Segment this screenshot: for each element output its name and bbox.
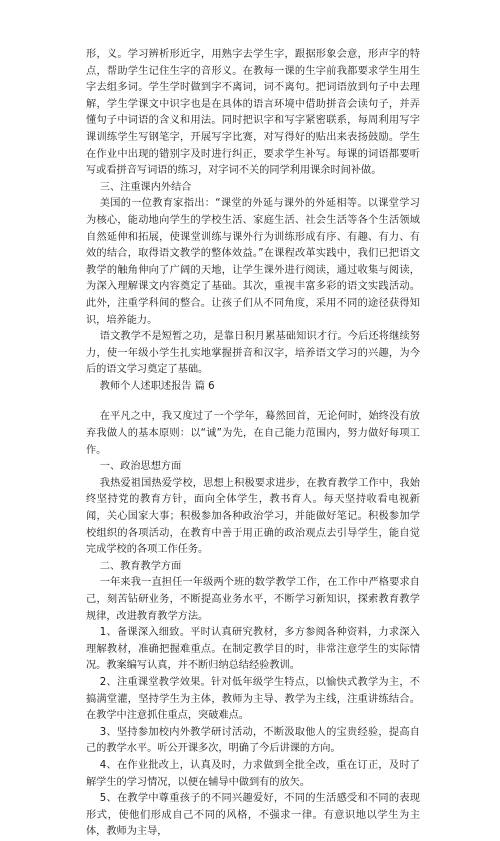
list-item-student-interests: 5、在教学中尊重孩子的不同兴趣爱好，不同的生活感受和不同的表现形式，使他们形成自己不同的风格，不强求一律。有意识地以学生为主体，教师为主导， (86, 793, 420, 838)
paragraph-politics: 我热爱祖国热爱学校，思想上积极要求进步，在教育教学工作中，我始终坚持党的教育方针，面向全体学生，教书育人。每天坚持收看电视新闻，关心国家大事；积极参加各种政治学习，并能做好笔记。积极参加学校组织的各项活动，在教育中善于用正确的政治观点去引导学生，能自觉完成学校的各项工作任务。 (86, 477, 420, 556)
list-item-classroom-effect: 2、注重课堂教学效果。针对低年级学生特点，以愉快式教学为主，不搞满堂灌，坚持学生为主体，教师为主导、教学为主线，注重讲练结合。在教学中注意抓住重点，突破难点。 (86, 676, 420, 722)
paragraph-conclusion: 语文教学不是短暂之功，是靠日积月累基础知识才行。今后还将继续努力，使一年级小学生扎实地掌握拼音和汉字，培养语文学习的兴趣，为今后的语文学习奠定了基础。 (86, 331, 420, 376)
section-heading-teaching: 二、教育教学方面 (99, 560, 182, 572)
report-title: 教师个人述职述报告 篇 6 (99, 380, 215, 392)
section-heading-politics: 一、政治思想方面 (99, 461, 182, 473)
paragraph-educator-quote: 美国的一位教育家指出：“课堂的外延与课外的外延相等。以课堂学习为核心，能动地向学生的学校生活、家庭生活、社会生活等各个生活领域自然延伸和拓展，使课堂训练与课外行为训练形成有序、有趣、有力、有效的结合，取得语文教学的整体效益。”在课程改革实践中，我们已把语文教学的触角伸向了广阔的天地，让学生课外进行阅读，通过收集与阅读，为深入理解课文内容奠定了基础。其次，重视丰富多彩的语文实践活动。此外，注重学科间的整合。让孩子们从不同角度，采用不同的途径获得知识，培养能力。 (86, 198, 420, 326)
paragraph-intro: 在平凡之中，我又度过了一个学年，蓦然回首，无论何时，始终没有放弃我做人的基本原则：以“诚”为先，在自己能力范围内，努力做好每项工作。 (86, 411, 420, 456)
list-item-homework-grading: 4、在作业批改上，认真及时，力求做到全批全改，重在订正，及时了解学生的学习情况，以便在辅导中做到有的放矢。 (86, 759, 420, 788)
paragraph-teaching: 一年来我一直担任一年级两个班的数学教学工作，在工作中严格要求自己，刻苦钻研业务，不断提高业务水平，不断学习新知识，探索教育教学规律，改进教育教学方法。 (86, 577, 420, 622)
list-item-research-activities: 3、坚持参加校内外教学研讨活动，不断汲取他人的宝贵经验，提高自己的教学水平。听公开课多次，明确了今后讲课的方向。 (86, 726, 420, 755)
document-body (86, 47, 420, 841)
section-heading-course-integration: 三、注重课内外结合 (99, 181, 192, 193)
paragraph-spacer (86, 395, 420, 409)
paragraph-continuation: 形，义。学习辨析形近字，用熟字去学生字，跟据形象会意，形声字的特点，帮助学生记住生字的音形义。在教每一课的生字前我都要求学生用生字去组多词。学生学时做到字不离词，词不离句。把词语放到句子中去理解，学生学课文中识字也是在具体的语言环境中借助拼音会读句子，并弄懂句子中词语的含义和用法。同时把识字和写字紧密联系，每周利用写字课训练学生写钢笔字，开展写字比赛，对写得好的贴出来表扬鼓励。学生在作业中出现的错别字及时进行纠正，要求学生补写。每课的词语都要听写或看拼音写词语的练习，对字词不关的同学利用课余时间补做。 (86, 49, 420, 177)
list-item-lesson-prep: 1、备课深入细致。平时认真研究教材，多方参阅各种资料，力求深入理解教材，准确把握难重点。在制定教学目的时，非常注意学生的实际情况。教案编写认真，并不断归纳总结经验教训。 (86, 627, 420, 672)
